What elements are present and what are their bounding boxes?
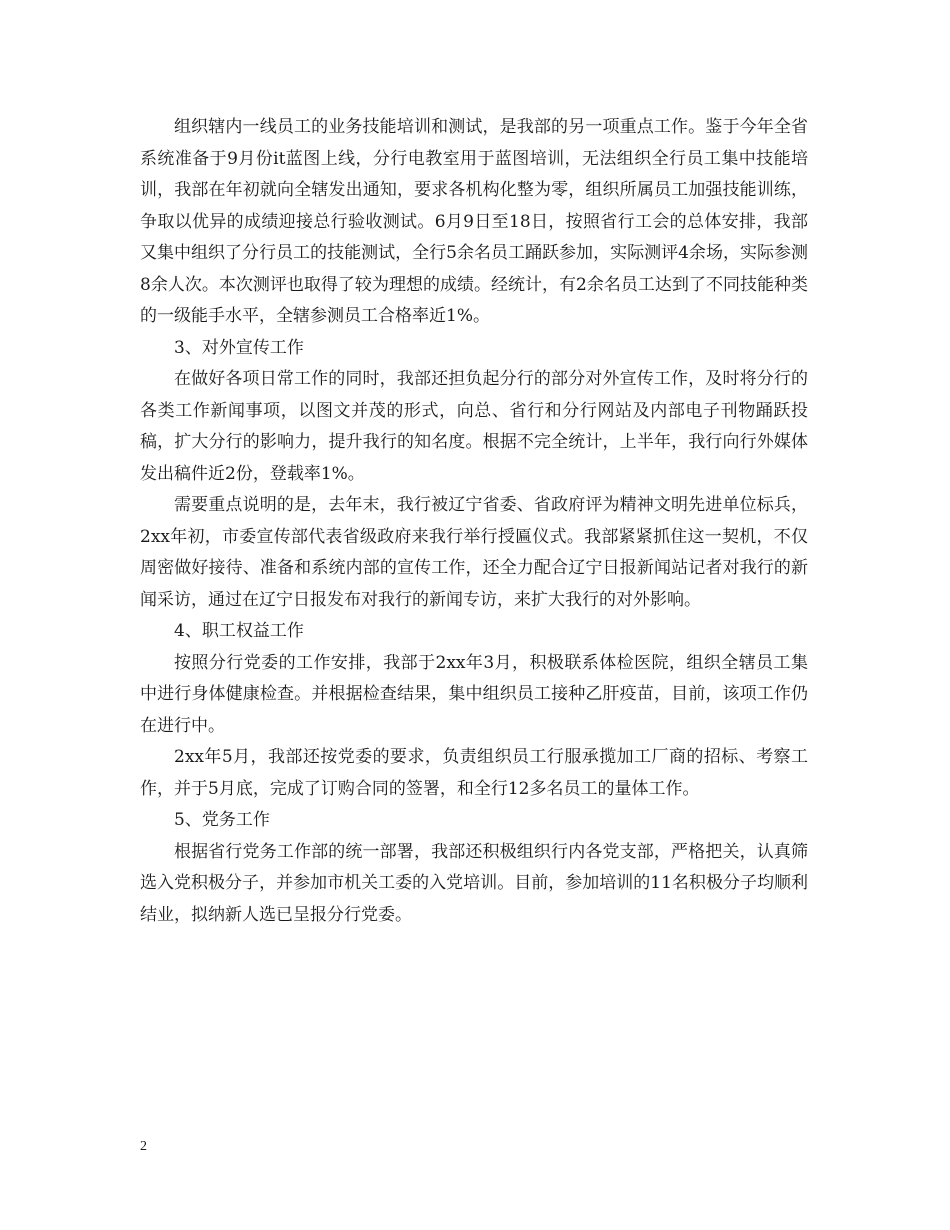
- paragraph-party-training: 根据省行党务工作部的统一部署，我部还积极组织行内各党支部，严格把关，认真筛选入党积极分子，并参加市机关工委的入党培训。目前，参加培训的11名积极分子均顺利结业，拟纳新人选已呈报分行党委。: [140, 841, 808, 925]
- paragraph-publicity-work: 在做好各项日常工作的同时，我部还担负起分行的部分对外宣传工作，及时将分行的各类工作新闻事项，以图文并茂的形式，向总、省行和分行网站及内部电子刊物踊跃投稿，扩大分行的影响力，提升我行的知名度。根据不完全统计，上半年，我行向行外媒体发出稿件近2份，登载率1%。: [140, 369, 808, 484]
- document-body: [140, 112, 808, 931]
- paragraph-health-check: 按照分行党委的工作安排，我部于2xx年3月，积极联系体检医院，组织全辖员工集中进行身体健康检查。并根据检查结果，集中组织员工接种乙肝疫苗，目前，该项工作仍在进行中。: [140, 652, 808, 736]
- section-heading-publicity: 3、对外宣传工作: [174, 337, 304, 358]
- paragraph-uniform-tender: 2xx年5月，我部还按党委的要求，负责组织员工行服承揽加工厂商的招标、考察工作，并于5月底，完成了订购合同的签署，和全行12多名员工的量体工作。: [140, 747, 808, 799]
- paragraph-skills-training: 组织辖内一线员工的业务技能培训和测试，是我部的另一项重点工作。鉴于今年全省系统准备于9月份it蓝图上线，分行电教室用于蓝图培训，无法组织全行员工集中技能培训，我部在年初就向全辖发出通知，要求各机构化整为零，组织所属员工加强技能训练，争取以优异的成绩迎接总行验收测试。6月9日至18日，按照省行工会的总体安排，我部又集中组织了分行员工的技能测试，全行5余名员工踊跃参加，实际测评4余场，实际参测8余人次。本次测评也取得了较为理想的成绩。经统计，有2余名员工达到了不同技能种类的一级能手水平，全辖参测员工合格率近1%。: [140, 117, 808, 326]
- page-number: 2: [140, 1139, 147, 1154]
- section-heading-employee-rights: 4、职工权益工作: [174, 621, 304, 641]
- section-heading-party-affairs: 5、党务工作: [174, 810, 270, 830]
- paragraph-award-ceremony: 需要重点说明的是，去年末，我行被辽宁省委、省政府评为精神文明先进单位标兵，2xx年初，市委宣传部代表省级政府来我行举行授匾仪式。我部紧紧抓住这一契机，不仅周密做好接待、准备和系统内部的宣传工作，还全力配合辽宁日报新闻站记者对我行的新闻采访，通过在辽宁日报发布对我行的新闻专访，来扩大我行的对外影响。: [140, 495, 808, 610]
